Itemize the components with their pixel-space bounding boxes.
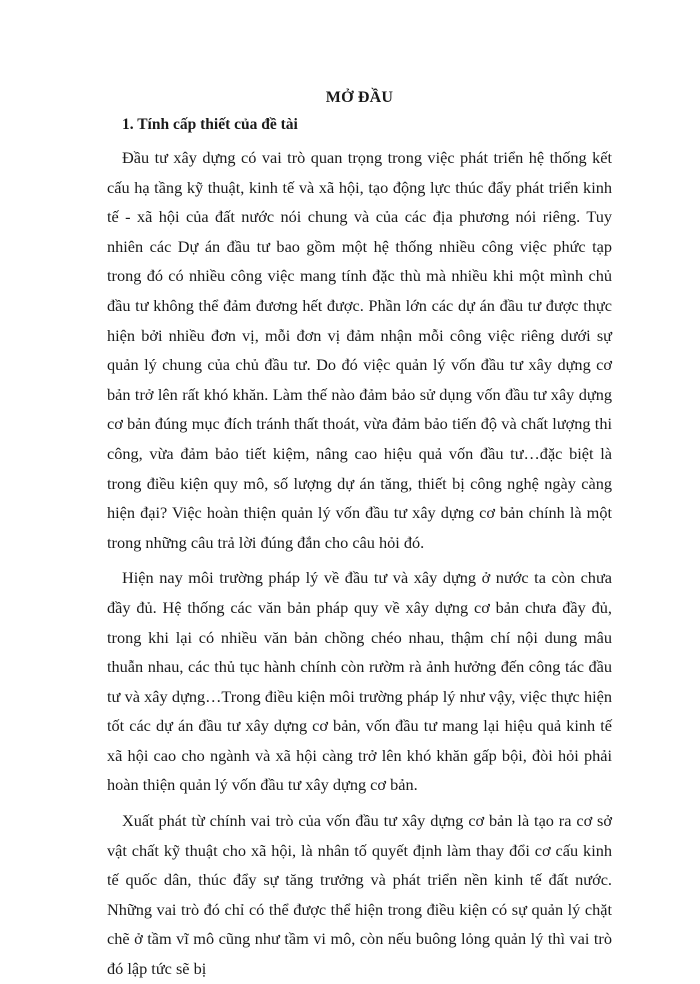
paragraph-2: Hiện nay môi trường pháp lý về đầu tư và xây dựng ở nước ta còn chưa đầy đủ. Hệ thống các văn bản pháp quy về xây dựng cơ bản chưa đầy đủ, trong khi lại có nhiều văn bản chồng chéo nhau, thậm chí nội dung mâu thuẫn nhau, các thủ tục hành chính còn rườm rà ảnh hưởng đến công tác đầu tư và xây dựng…Trong điều kiện môi trường pháp lý như vậy, việc thực hiện tốt các dự án đầu tư xây dựng cơ bản, vốn đầu tư mang lại hiệu quả kinh tế xã hội cao cho ngành và xã hội càng trở lên khó khăn gấp bội, đòi hỏi phải hoàn thiện quản lý vốn đầu tư xây dựng cơ bản. — [107, 568, 612, 795]
paragraph-3: Xuất phát từ chính vai trò của vốn đầu tư xây dựng cơ bản là tạo ra cơ sở vật chất kỹ thuật cho xã hội, là nhân tố quyết định làm thay đổi cơ cấu kinh tế quốc dân, thúc đẩy sự tăng trưởng và phát triển nền kinh tế đất nước. Những vai trò đó chỉ có thể được thể hiện trong điều kiện có sự quản lý chặt chẽ ở tầm vĩ mô cũng như tầm vi mô, còn nếu buông lỏng quản lý thì vai trò đó lập tức sẽ bị — [107, 811, 612, 979]
page-content — [107, 88, 612, 984]
section-heading: 1. Tính cấp thiết của đề tài — [122, 116, 298, 133]
paragraph-1: Đầu tư xây dựng có vai trò quan trọng trong việc phát triển hệ thống kết cấu hạ tầng kỹ thuật, kinh tế và xã hội, tạo động lực thúc đẩy phát triển kinh tế - xã hội của đất nước nói chung và của các địa phương nói riêng. Tuy nhiên các Dự án đầu tư bao gồm một hệ thống nhiều công việc phức tạp trong đó có nhiều công việc mang tính đặc thù mà nhiều khi một mình chủ đầu tư không thể đảm đương hết được. Phần lớn các dự án đầu tư được thực hiện bởi nhiều đơn vị, mỗi đơn vị đảm nhận mỗi công việc riêng dưới sự quản lý chung của chủ đầu tư. Do đó việc quản lý vốn đầu tư xây dựng cơ bản trở lên rất khó khăn. Làm thế nào đảm bảo sử dụng vốn đầu tư xây dựng cơ bản đúng mục đích tránh thất thoát, vừa đảm bảo tiến độ và chất lượng thi công, vừa đảm bảo tiết kiệm, nâng cao hiệu quả vốn đầu tư…đặc biệt là trong điều kiện quy mô, số lượng dự án tăng, thiết bị công nghệ ngày càng hiện đại? Việc hoàn thiện quản lý vốn đầu tư xây dựng cơ bản chính là một trong những câu trả lời đúng đắn cho câu hỏi đó. — [107, 148, 612, 552]
page-title: MỞ ĐẦU — [325, 89, 394, 106]
